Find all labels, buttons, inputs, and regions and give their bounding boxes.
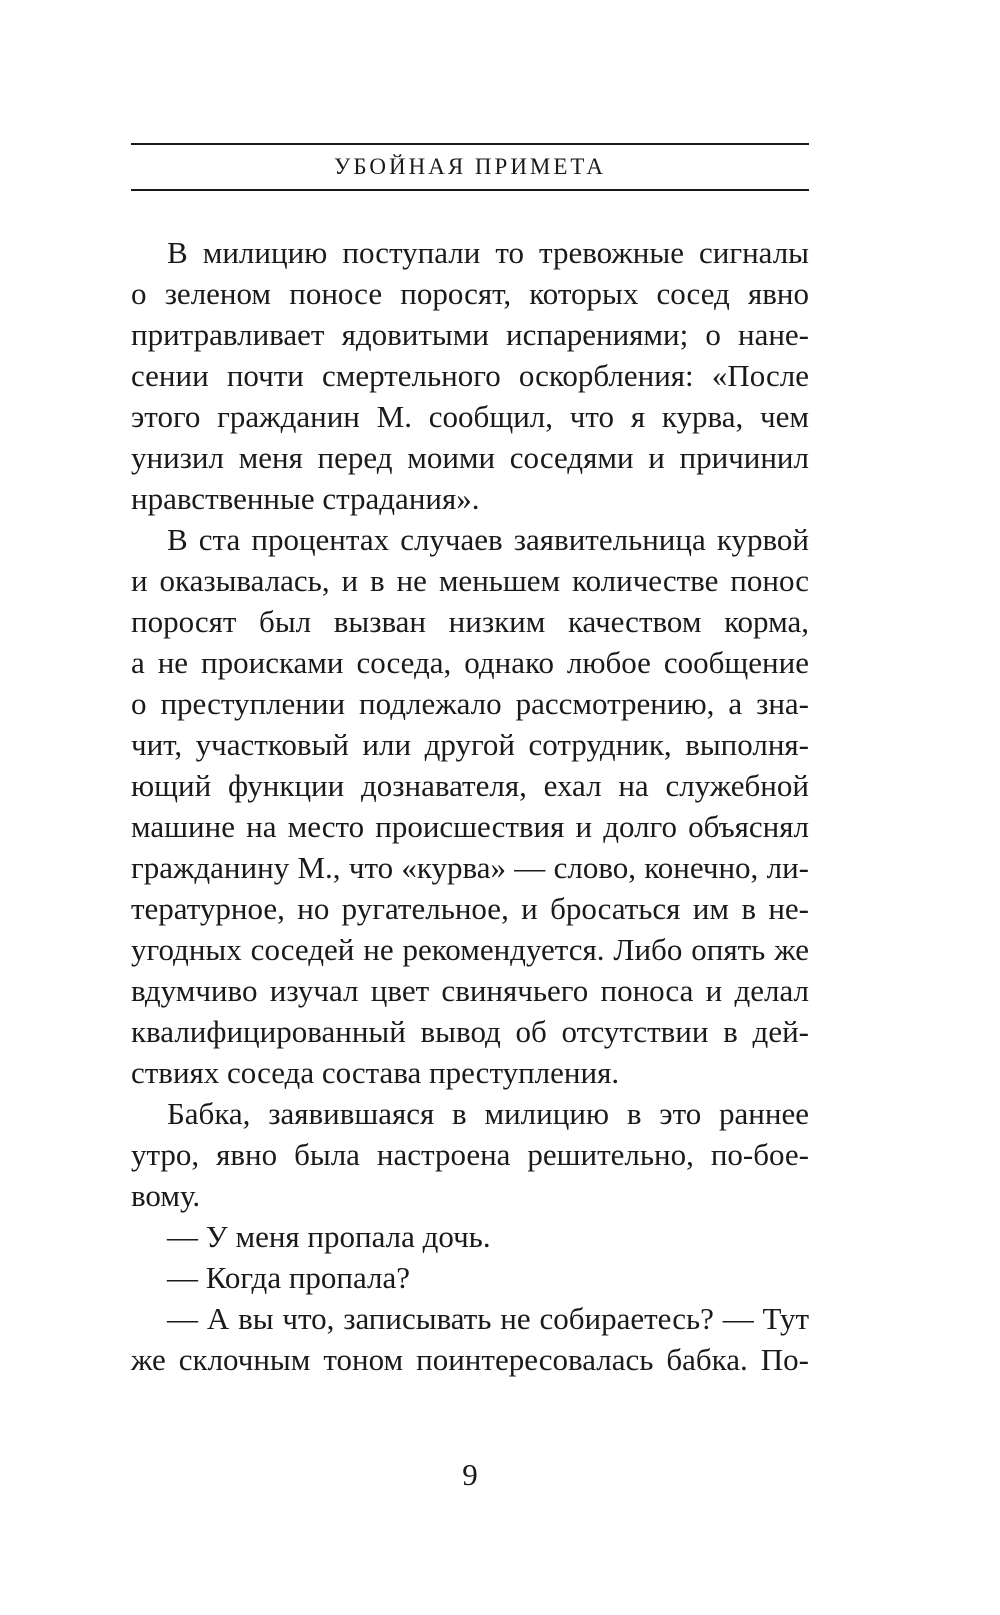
header-rule-top [131, 143, 809, 145]
text-line: нравственные страдания». [131, 481, 480, 516]
body-text [131, 232, 809, 1380]
text-line: В ста процентах случаев заявительница курвой [167, 522, 809, 557]
text-line: этого гражданин М. сообщил, что я курва, чем [131, 399, 809, 434]
text-line: о зеленом поносе поросят, которых сосед явно [131, 276, 809, 311]
text-line: Бабка, заявившаяся в милицию в это раннее [167, 1096, 809, 1131]
paragraph [131, 232, 809, 519]
page-number: 9 [462, 1457, 478, 1492]
text-line: унизил меня перед моими соседями и причинил [131, 440, 809, 475]
text-line: вдумчиво изучал цвет свинячьего поноса и делал [131, 973, 809, 1008]
text-line: машине на место происшествия и долго объяснял [131, 809, 809, 844]
paragraph [131, 1216, 809, 1257]
text-line: В милицию поступали то тревожные сигналы [167, 235, 809, 270]
text-line: — А вы что, записывать не собираетесь? — Тут [167, 1301, 809, 1336]
text-line: ющий функции дознавателя, ехал на служебной [131, 768, 809, 803]
text-line: сении почти смертельного оскорбления: «После [131, 358, 809, 393]
text-line: о преступлении подлежало рассмотрению, а зна- [131, 686, 809, 721]
text-line: — У меня пропала дочь. [167, 1219, 491, 1254]
text-line: утро, явно была настроена решительно, по-бое- [131, 1137, 809, 1172]
header-rule-bottom [131, 189, 809, 191]
text-line: а не происками соседа, однако любое сообщение [131, 645, 809, 680]
running-head: УБОЙНАЯ ПРИМЕТА [334, 154, 606, 179]
text-line: же склочным тоном поинтересовалась бабка. По- [131, 1342, 809, 1377]
paragraph [131, 519, 809, 1093]
text-line: поросят был вызван низким качеством корма, [131, 604, 809, 639]
text-line: тературное, но ругательное, и бросаться им в не- [131, 891, 809, 926]
text-line: — Когда пропала? [167, 1260, 411, 1295]
paragraph [131, 1257, 809, 1298]
text-line: и оказывалась, и в не меньшем количестве понос [131, 563, 809, 598]
text-line: притравливает ядовитыми испарениями; о нане- [131, 317, 809, 352]
text-line: чит, участковый или другой сотрудник, выполня- [131, 727, 809, 762]
paragraph [131, 1093, 809, 1216]
text-line: вому. [131, 1178, 201, 1213]
text-line: гражданину М., что «курва» — слово, конечно, ли- [131, 850, 809, 885]
text-line: квалифицированный вывод об отсутствии в дей- [131, 1014, 809, 1049]
paragraph [131, 1298, 809, 1380]
text-line: ствиях соседа состава преступления. [131, 1055, 620, 1090]
text-line: угодных соседей не рекомендуется. Либо опять же [131, 932, 809, 967]
